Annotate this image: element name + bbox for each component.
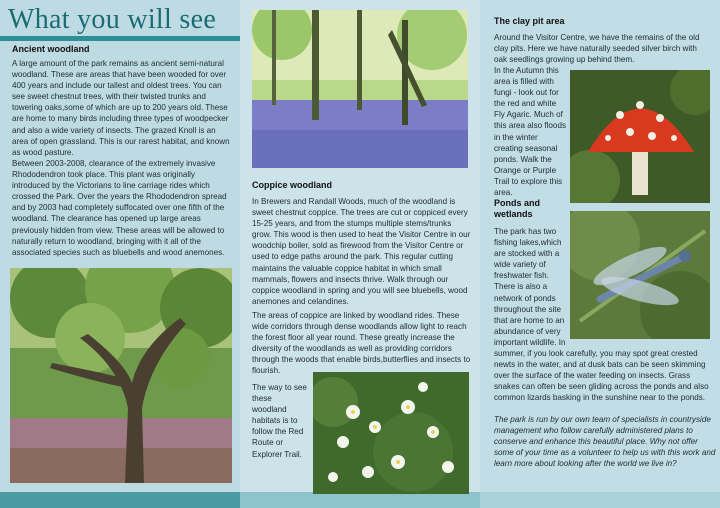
wood-anemone-photo [313,372,469,494]
coppice-para3: The way to see these woodland habitats is to follow the Red Route or Explorer Trail. [252,383,307,459]
coppice-heading: Coppice woodland [252,180,332,190]
ponds-para1: The park has two fishing lakes,which are stocked with a wide variety of freshwater fish. There is also a network of ponds throughout the site that are home to an abundance of very important wildlife. In [494,227,566,347]
clay-pit-heading: The clay pit area [494,16,565,26]
fly-agaric-photo [570,70,710,203]
title-underline [0,36,240,41]
ancient-woodland-para2: Between 2003-2008, clearance of the extremely invasive Rhododendron took place. This plant was originally introduced by the Victorians to line carriage rides which crossed the Park. Over the years the Rhododendron spread and by 2003 had completely suffocated over one fifth of the woodland. The clearance has opened up large areas previously hidden from view. These areas will be allowed to naturally return to woodland, bringing with it all of the associated species such as bluebells and wood anemones. [12,159,227,257]
oak-tree-photo [10,268,232,483]
clay-pit-para2: In the Autumn this area is filled with fungi - look out for the red and white Fly Agaric. Much of this area also floods in the winter creating seasonal ponds. Walk the Orange or Purple Trail to explore this area. [494,66,566,198]
ponds-heading: Ponds and wetlands [494,198,541,219]
bluebell-wood-photo [252,10,468,168]
footer-band-middle [240,492,480,508]
coppice-para1: In Brewers and Randall Woods, much of the woodland is sweet chestnut coppice. The trees are cut or coppiced every 15-25 years, and from the stumps multiple stems/trunks grow. This wood is then used to heat the Visitor Centre in our woodchip boiler, sold as firewood from the Visitor Centre or used to edge paths around the park. This regular cutting maintains the valuable coppice habitat in which small mammals, flowers and insects thrive. Walk through our coppice woodland in spring and you will see bluebells, wood anemones and celandines. [252,197,471,306]
dragonfly-photo [570,211,710,339]
clay-pit-para1: Around the Visitor Centre, we have the remains of the old clay pits. Here we have naturally seeded silver birch with oak seedlings growing up behind them. [494,33,700,65]
footer-band-left [0,492,240,508]
ancient-woodland-heading: Ancient woodland [12,44,90,54]
footer-band-right [480,492,720,508]
closing-paragraph: The park is run by our own team of specialists in countryside management who follow carefully administered plans to conserve and enhance this beautiful place. Why not offer some of your time as a volunteer to help us with this work and learn more about looking after the world we live in? [494,415,716,469]
ancient-woodland-para1: A large amount of the park remains as ancient semi-natural woodland. These are areas that have been wooded for over 400 years and include our tallest and oldest trees. You can see sweet chestnut trees, with their twisted trunks and towering oaks,some of which are up to 200 years old. These are home to many birds including three types of woodpecker and also a wide variety of insects. The grazed Knoll is an area of open grassland. This is our rarest habitat, and known as wood pasture. [12,59,230,157]
coppice-para2: The areas of coppice are linked by woodland rides. These wide corridors through dense woodlands allow light to reach the forest floor all year round. These greatly increase the diversity of the woodlands as well as providing corridors through the woods that enable birds,butterflies and insects to flourish. [252,311,471,376]
page-title: What you will see [8,4,217,35]
ponds-para2: summer, if you look carefully, you may spot great crested newts in the water, and at dusk bats can be seen skimming over the surface of the water feeding on insects. Grass snakes can often be seen gliding across the ponds and also common lizards basking in the sunshine near to the ponds. [494,349,709,403]
